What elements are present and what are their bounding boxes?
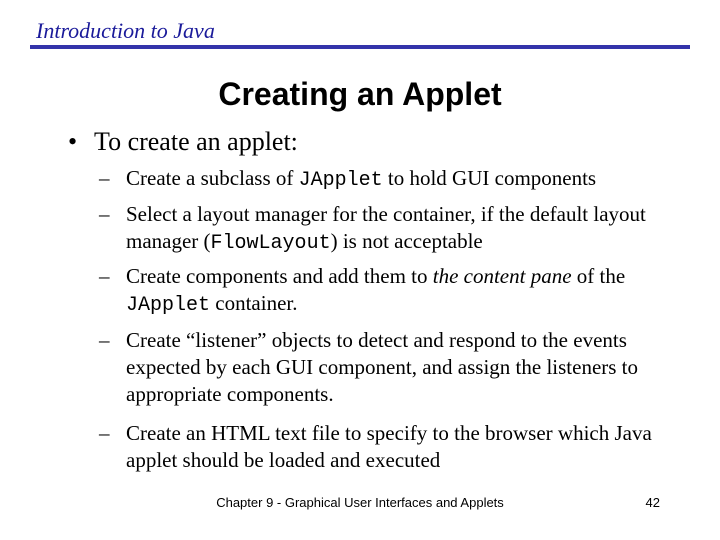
sub-bullet-3-emphasis: the content pane	[432, 264, 572, 288]
main-bullet-text: To create an applet:	[94, 127, 298, 156]
sub-bullet-marker: –	[99, 166, 110, 190]
sub-bullet-3-text-b: of the	[571, 264, 626, 288]
sub-bullet-3	[99, 263, 686, 319]
main-bullet	[68, 126, 298, 158]
sub-bullet-5	[99, 420, 686, 474]
sub-bullet-2	[99, 201, 686, 257]
sub-bullet-4-text: Create “listener” objects to detect and respond to the events expected by each GUI component, and assign the listeners to appropriate components.	[126, 328, 639, 406]
page-number: 42	[645, 495, 660, 510]
sub-bullet-2-code: FlowLayout	[210, 232, 331, 255]
sub-bullet-3-text-c: container.	[210, 291, 298, 315]
sub-bullet-marker: –	[99, 264, 110, 288]
slide-footer: Chapter 9 - Graphical User Interfaces and Applets	[216, 495, 504, 510]
sub-bullet-marker: –	[99, 328, 110, 352]
sub-bullet-1-text-b: to hold GUI components	[382, 166, 597, 190]
sub-bullet-3-text-a: Create components and add them to	[126, 264, 433, 288]
sub-bullet-1	[99, 165, 686, 194]
sub-bullet-1-text-a: Create a subclass of	[126, 166, 299, 190]
sub-bullet-4	[99, 327, 686, 408]
slide-header: Introduction to Java	[36, 18, 215, 43]
bullet-marker: •	[68, 127, 78, 156]
sub-bullet-5-text: Create an HTML text file to specify to the browser which Java applet should be loaded and executed	[126, 421, 652, 472]
sub-bullet-1-code: JApplet	[298, 169, 383, 192]
sub-bullet-2-text-a: Select a layout manager for the container, if the default layout manager (	[126, 202, 646, 253]
sub-bullet-marker: –	[99, 421, 110, 445]
slide-title: Creating an Applet	[218, 76, 502, 112]
sub-bullet-3-code: JApplet	[126, 294, 211, 317]
sub-bullet-marker: –	[99, 202, 110, 226]
sub-bullet-2-text-b: ) is not acceptable	[330, 229, 483, 253]
header-divider	[30, 45, 690, 49]
